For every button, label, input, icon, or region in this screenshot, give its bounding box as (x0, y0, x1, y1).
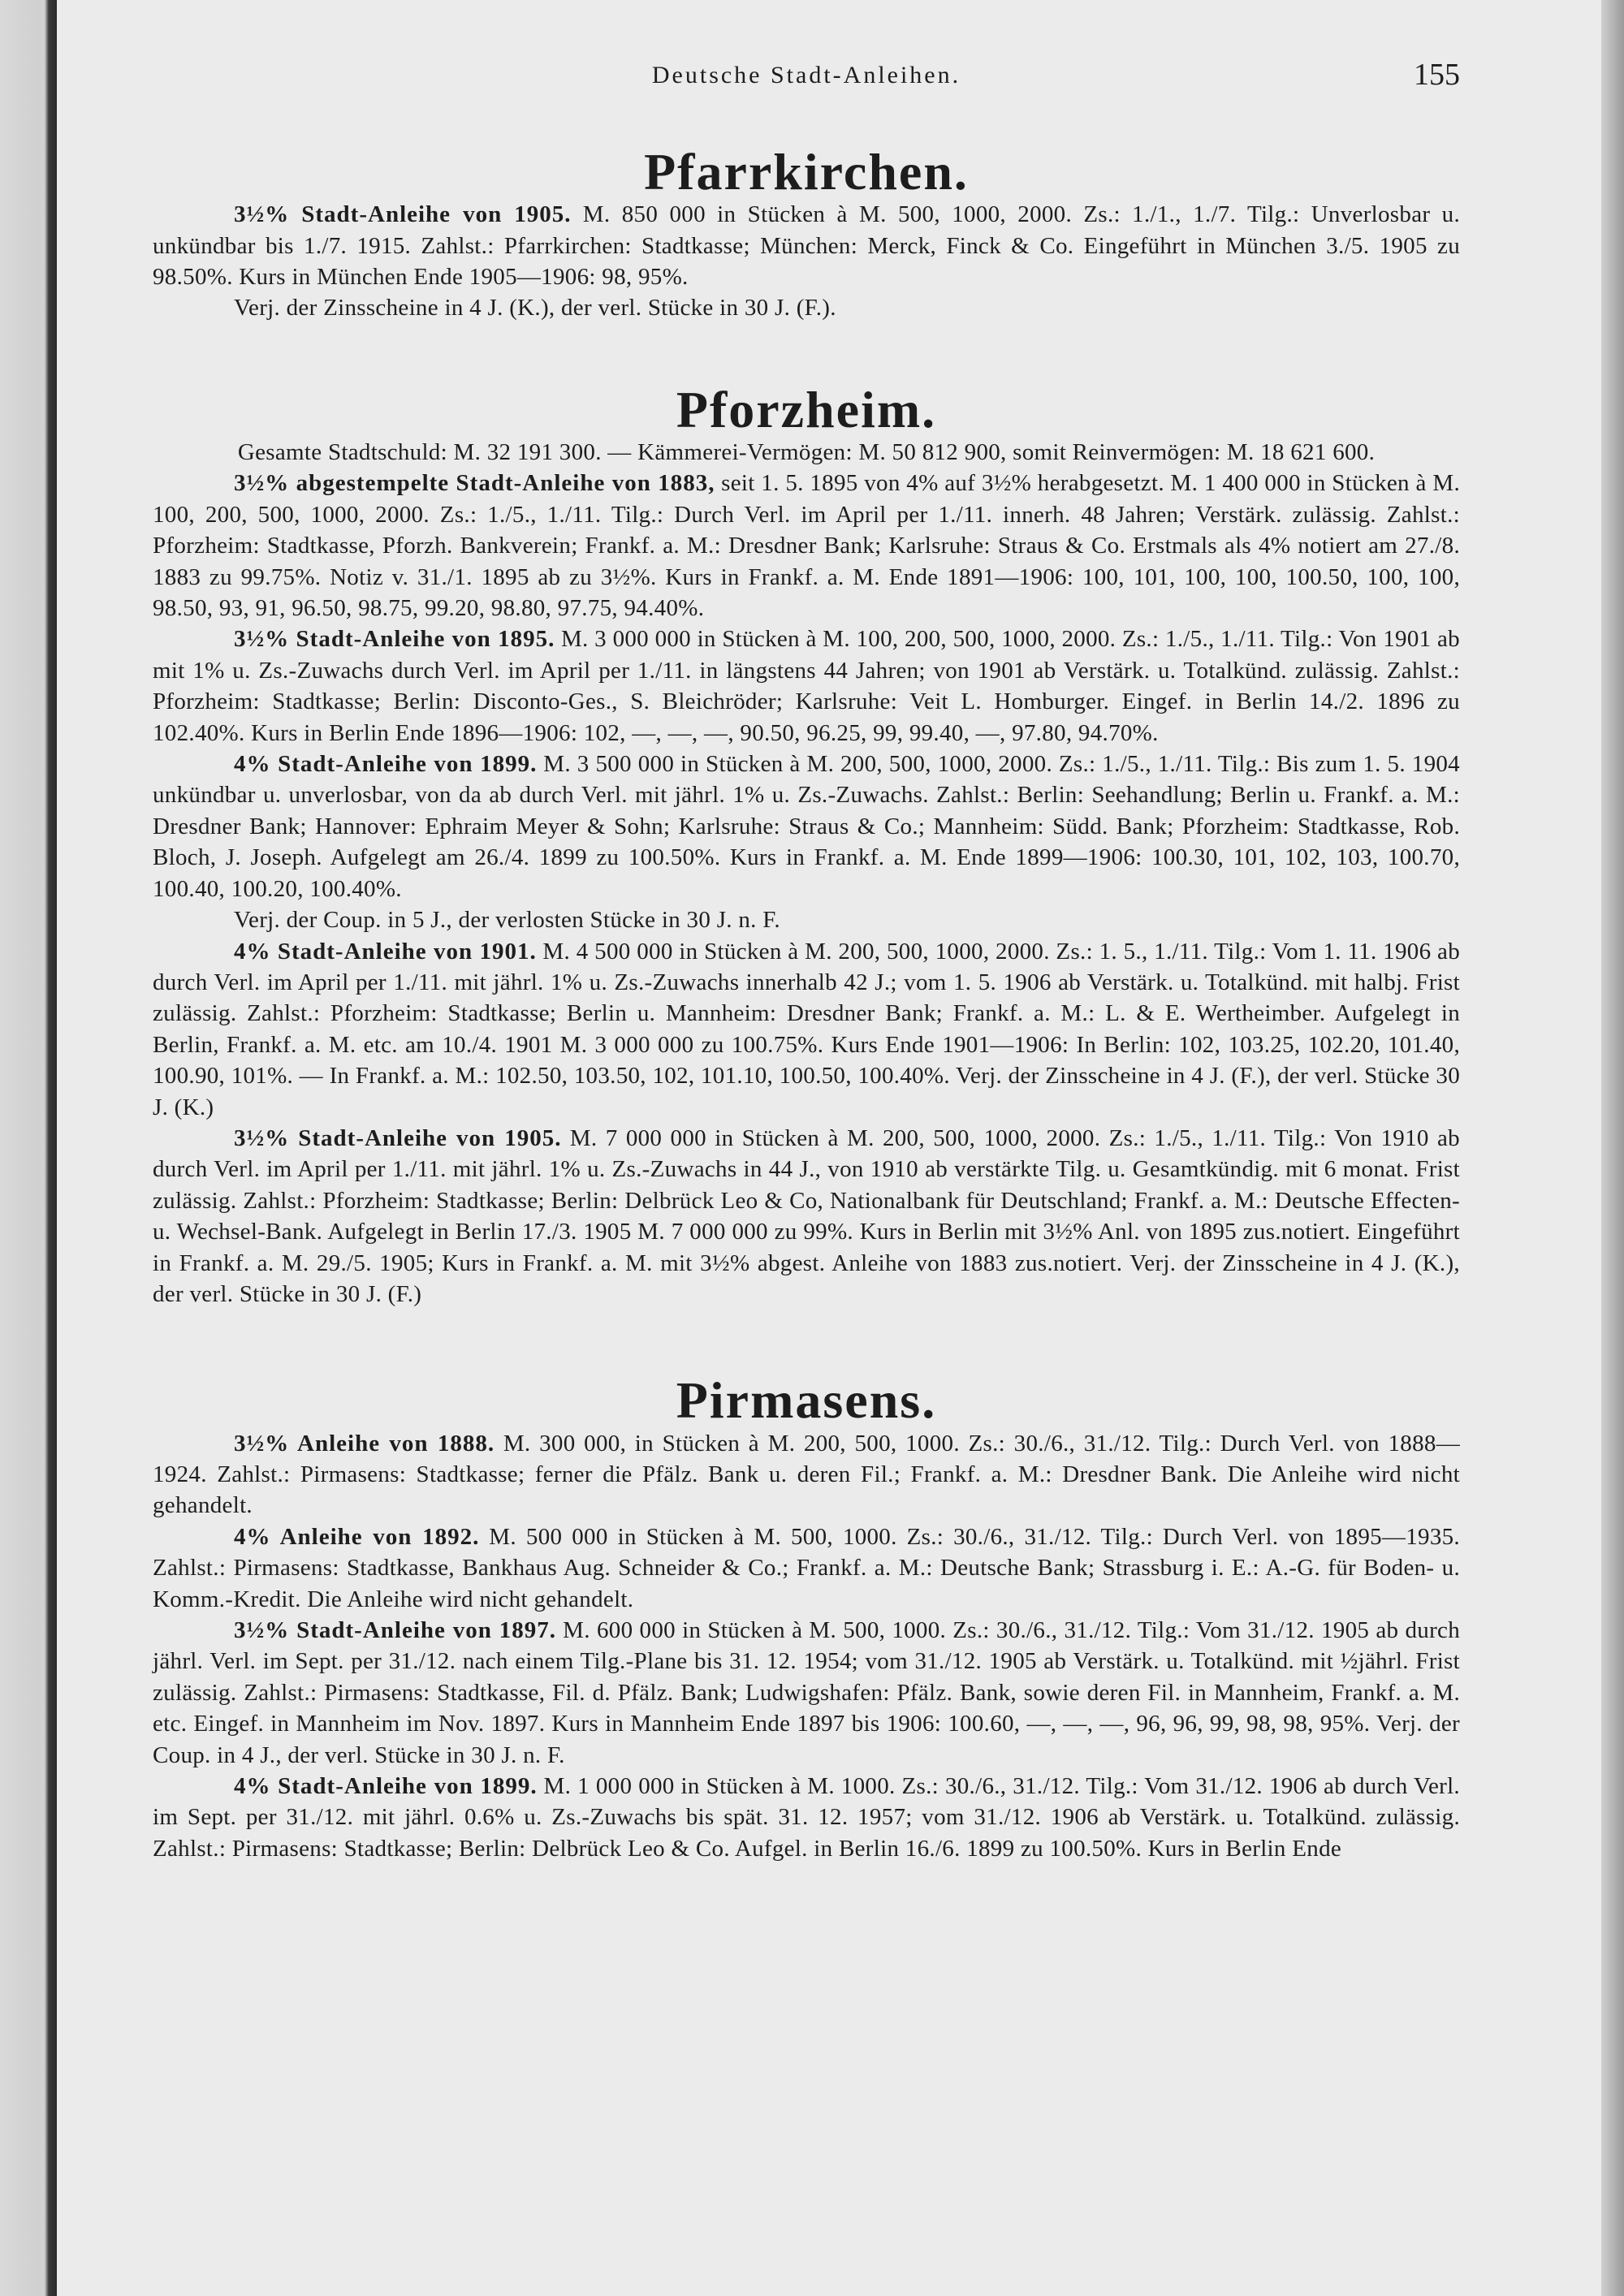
city-heading: Pfarrkirchen. (644, 143, 969, 201)
loan-heading: 3½% Stadt-Anleihe von 1897. (234, 1617, 556, 1643)
prescription-note: Verj. der Zinsscheine in 4 J. (K.), der verl. Stücke in 30 J. (F.). (234, 295, 836, 322)
binding-edge (0, 0, 57, 2296)
page-content (153, 57, 1460, 1864)
loan-entry (153, 1771, 1460, 1864)
loan-heading: 3½% Stadt-Anleihe von 1905. (234, 201, 572, 228)
loan-heading: 3½% Anleihe von 1888. (234, 1430, 495, 1457)
loan-heading: 4% Anleihe von 1892. (234, 1523, 480, 1550)
loan-text: seit 1. 5. 1895 von 4% auf 3½% herabgesetzt. M. 1 400 000 in Stücken à M. 100, 200, 500, 1000, 2000. Zs.: 1./5., 1./11. Tilg.: Durch Verl. im April per 1./11. innerh. 48 Jahren; Verstärk. zulässig. Zahlst.: Pforzheim: Stadtkasse, Pforzh. Bankverein; Frankf. a. M.: Dresdner Bank; Karlsruhe: Straus & Co. Erstmals als 4% notiert am 27./8. 1883 zu 99.75%. Notiz v. 31./1. 1895 ab zu 3½%. Kurs in Frankf. a. M. Ende 1891—1906: 100, 101, 100, 100, 100.50, 100, 100, 98.50, 93, 91, 96.50, 98.75, 99.20, 98.80, 97.75, 94.40%. (153, 470, 1460, 622)
loan-heading: 3½% abgestempelte Stadt-Anleihe von 1883, (234, 470, 715, 497)
loan-text: M. 3 000 000 in Stücken à M. 100, 200, 500, 1000, 2000. Zs.: 1./5., 1./11. Tilg.: Von 1901 ab mit 1% u. Zs.-Zuwachs durch Verl. im April per 1./11. in längstens 44 Jahren; von 1901 ab Verstärk. u. Totalkünd. zulässig. Zahlst.: Pforzheim: Stadtkasse; Berlin: Disconto-Ges., S. Bleichröder; Karlsruhe: Veit L. Homburger. Eingef. in Berlin 14./2. 1896 zu 102.40%. Kurs in Berlin Ende 1896—1906: 102, —, —, —, 90.50, 96.25, 99, 99.40, —, 97.80, 94.70%. (153, 626, 1460, 746)
section-pfarrkirchen (153, 145, 1460, 324)
city-heading: Pirmasens. (676, 1371, 937, 1430)
loan-text: M. 1 000 000 in Stücken à M. 1000. Zs.: 30./6., 31./12. Tilg.: Vom 31./12. 1906 ab durch Verl. im Sept. per 31./12. mit jährl. 0.6% u. Zs.-Zuwachs bis spät. 31. 12. 1957; vom 31./12. 1906 ab Verstärk. u. Totalkünd. zulässig. Zahlst.: Pirmasens: Stadtkasse; Berlin: Delbrück Leo & Co. Aufgel. in Berlin 16./6. 1899 zu 100.50%. Kurs in Berlin Ende (153, 1773, 1460, 1862)
page-edge (1601, 0, 1624, 2296)
loan-entry (153, 1123, 1460, 1310)
loan-heading: 4% Stadt-Anleihe von 1901. (234, 938, 537, 965)
loan-text: M. 500 000 in Stücken à M. 500, 1000. Zs.: 30./6., 31./12. Tilg.: Durch Verl. von 1895—1935. Zahlst.: Pirmasens: Stadtkasse, Bankhaus Aug. Schneider & Co.; Frankf. a. M.: Deutsche Bank; Strassburg i. E.: A.-G. für Boden- u. Komm.-Kredit. Die Anleihe wird nicht gehandelt. (153, 1523, 1460, 1612)
running-title: Deutsche Stadt-Anleihen. (651, 62, 961, 88)
prescription-note: Verj. der Coup. in 5 J., der verlosten Stücke in 30 J. n. F. (234, 907, 780, 934)
loan-heading: 4% Stadt-Anleihe von 1899. (234, 1773, 538, 1800)
loan-heading: 3½% Stadt-Anleihe von 1905. (234, 1124, 562, 1151)
loan-entry (153, 1521, 1460, 1615)
running-head (153, 57, 1460, 106)
debt-summary: Gesamte Stadtschuld: M. 32 191 300. — Kämmerei-Vermögen: M. 50 812 900, somit Reinvermögen: M. 18 621 600. (237, 439, 1376, 465)
section-pirmasens (153, 1373, 1460, 1864)
loan-heading: 3½% Stadt-Anleihe von 1895. (234, 626, 555, 653)
loan-entry (153, 936, 1460, 1123)
loan-entry (153, 468, 1460, 624)
loan-text: M. 600 000 in Stücken à M. 500, 1000. Zs.: 30./6., 31./12. Tilg.: Vom 31./12. 1905 ab durch jährl. Verl. im Sept. per 31./12. nach einem Tilg.-Plane bis 31. 12. 1954; vom 31./12. 1905 ab Verstärk. u. Totalkünd. mit ½jährl. Frist zulässig. Zahlst.: Pirmasens: Stadtkasse, Fil. d. Pfälz. Bank; Ludwigshafen: Pfälz. Bank, sowie deren Fil. in Mannheim, Frankf. a. M. etc. Eingef. in Mannheim im Nov. 1897. Kurs in Mannheim Ende 1897 bis 1906: 100.60, —, —, —, 96, 96, 99, 98, 98, 95%. Verj. der Coup. in 4 J., der verl. Stücke in 30 J. n. F. (153, 1617, 1460, 1768)
page-number: 155 (1414, 58, 1460, 92)
loan-entry (153, 1428, 1460, 1521)
loan-text: M. 3 500 000 in Stücken à M. 200, 500, 1000, 2000. Zs.: 1./5., 1./11. Tilg.: Bis zum 1. 5. 1904 unkündbar u. unverlosbar, von da ab durch Verl. mit jährl. 1% u. Zs.-Zuwachs. Zahlst.: Berlin: Seehandlung; Berlin u. Frankf. a. M.: Dresdner Bank; Hannover: Ephraim Meyer & Sohn; Karlsruhe: Straus & Co.; Mannheim: Südd. Bank; Pforzheim: Stadtkasse, Rob. Bloch, J. Joseph. Aufgelegt am 26./4. 1899 zu 100.50%. Kurs in Frankf. a. M. Ende 1899—1906: 100.30, 101, 102, 103, 100.70, 100.40, 100.20, 100.40%. (153, 751, 1460, 902)
loan-text: M. 300 000, in Stücken à M. 200, 500, 1000. Zs.: 30./6., 31./12. Tilg.: Durch Verl. von 1888—1924. Zahlst.: Pirmasens: Stadtkasse; ferner die Pfälz. Bank u. deren Fil.; Frankf. a. M.: Dresdner Bank. Die Anleihe wird nicht gehandelt. (153, 1430, 1460, 1519)
loan-heading: 4% Stadt-Anleihe von 1899. (234, 751, 538, 778)
city-heading: Pforzheim. (676, 380, 937, 438)
section-pforzheim (153, 382, 1460, 1310)
loan-text: M. 4 500 000 in Stücken à M. 200, 500, 1000, 2000. Zs.: 1. 5., 1./11. Tilg.: Vom 1. 11. 1906 ab durch Verl. im April per 1./11. mit jährl. 1% u. Zs.-Zuwachs innerhalb 42 J.; vom 1. 5. 1906 ab Verstärk. u. Totalkünd. mit halbj. Frist zulässig. Zahlst.: Pforzheim: Stadtkasse; Berlin u. Mannheim: Dresdner Bank; Frankf. a. M.: L. & E. Wertheimber. Aufgelegt in Berlin, Frankf. a. M. etc. am 10./4. 1901 M. 3 000 000 zu 100.75%. Kurs Ende 1901—1906: In Berlin: 102, 103.25, 102.20, 101.40, 100.90, 101%. — In Frankf. a. M.: 102.50, 103.50, 102, 101.10, 100.50, 100.40%. Verj. der Zinsscheine in 4 J. (F.), der verl. Stücke 30 J. (K.) (153, 938, 1461, 1120)
loan-entry (153, 1615, 1460, 1771)
loan-entry (153, 624, 1460, 749)
loan-text: M. 850 000 in Stücken à M. 500, 1000, 2000. Zs.: 1./1., 1./7. Tilg.: Unverlosbar u. unkündbar bis 1./7. 1915. Zahlst.: Pfarrkirchen: Stadtkasse; München: Merck, Finck & Co. Eingeführt in München 3./5. 1905 zu 98.50%. Kurs in München Ende 1905—1906: 98, 95%. (153, 201, 1460, 290)
loan-entry (153, 199, 1460, 292)
loan-text: M. 7 000 000 in Stücken à M. 200, 500, 1000, 2000. Zs.: 1./5., 1./11. Tilg.: Von 1910 ab durch Verl. im April per 1./11. mit jährl. 1% u. Zs.-Zuwachs in 44 J., von 1910 ab verstärkte Tilg. u. Gesamtkündig. mit 6 monat. Frist zulässig. Zahlst.: Pforzheim: Stadtkasse; Berlin: Delbrück Leo & Co, Nationalbank für Deutschland; Frankf. a. M.: Deutsche Effecten- u. Wechsel-Bank. Aufgelegt in Berlin 17./3. 1905 M. 7 000 000 zu 99%. Kurs in Berlin mit 3½% Anl. von 1895 zus.notiert. Eingeführt in Frankf. a. M. 29./5. 1905; Kurs in Frankf. a. M. mit 3½% abgest. Anleihe von 1883 zus.notiert. Verj. der Zinsscheine in 4 J. (K.), der verl. Stücke in 30 J. (F.) (153, 1124, 1460, 1307)
loan-entry (153, 749, 1460, 904)
